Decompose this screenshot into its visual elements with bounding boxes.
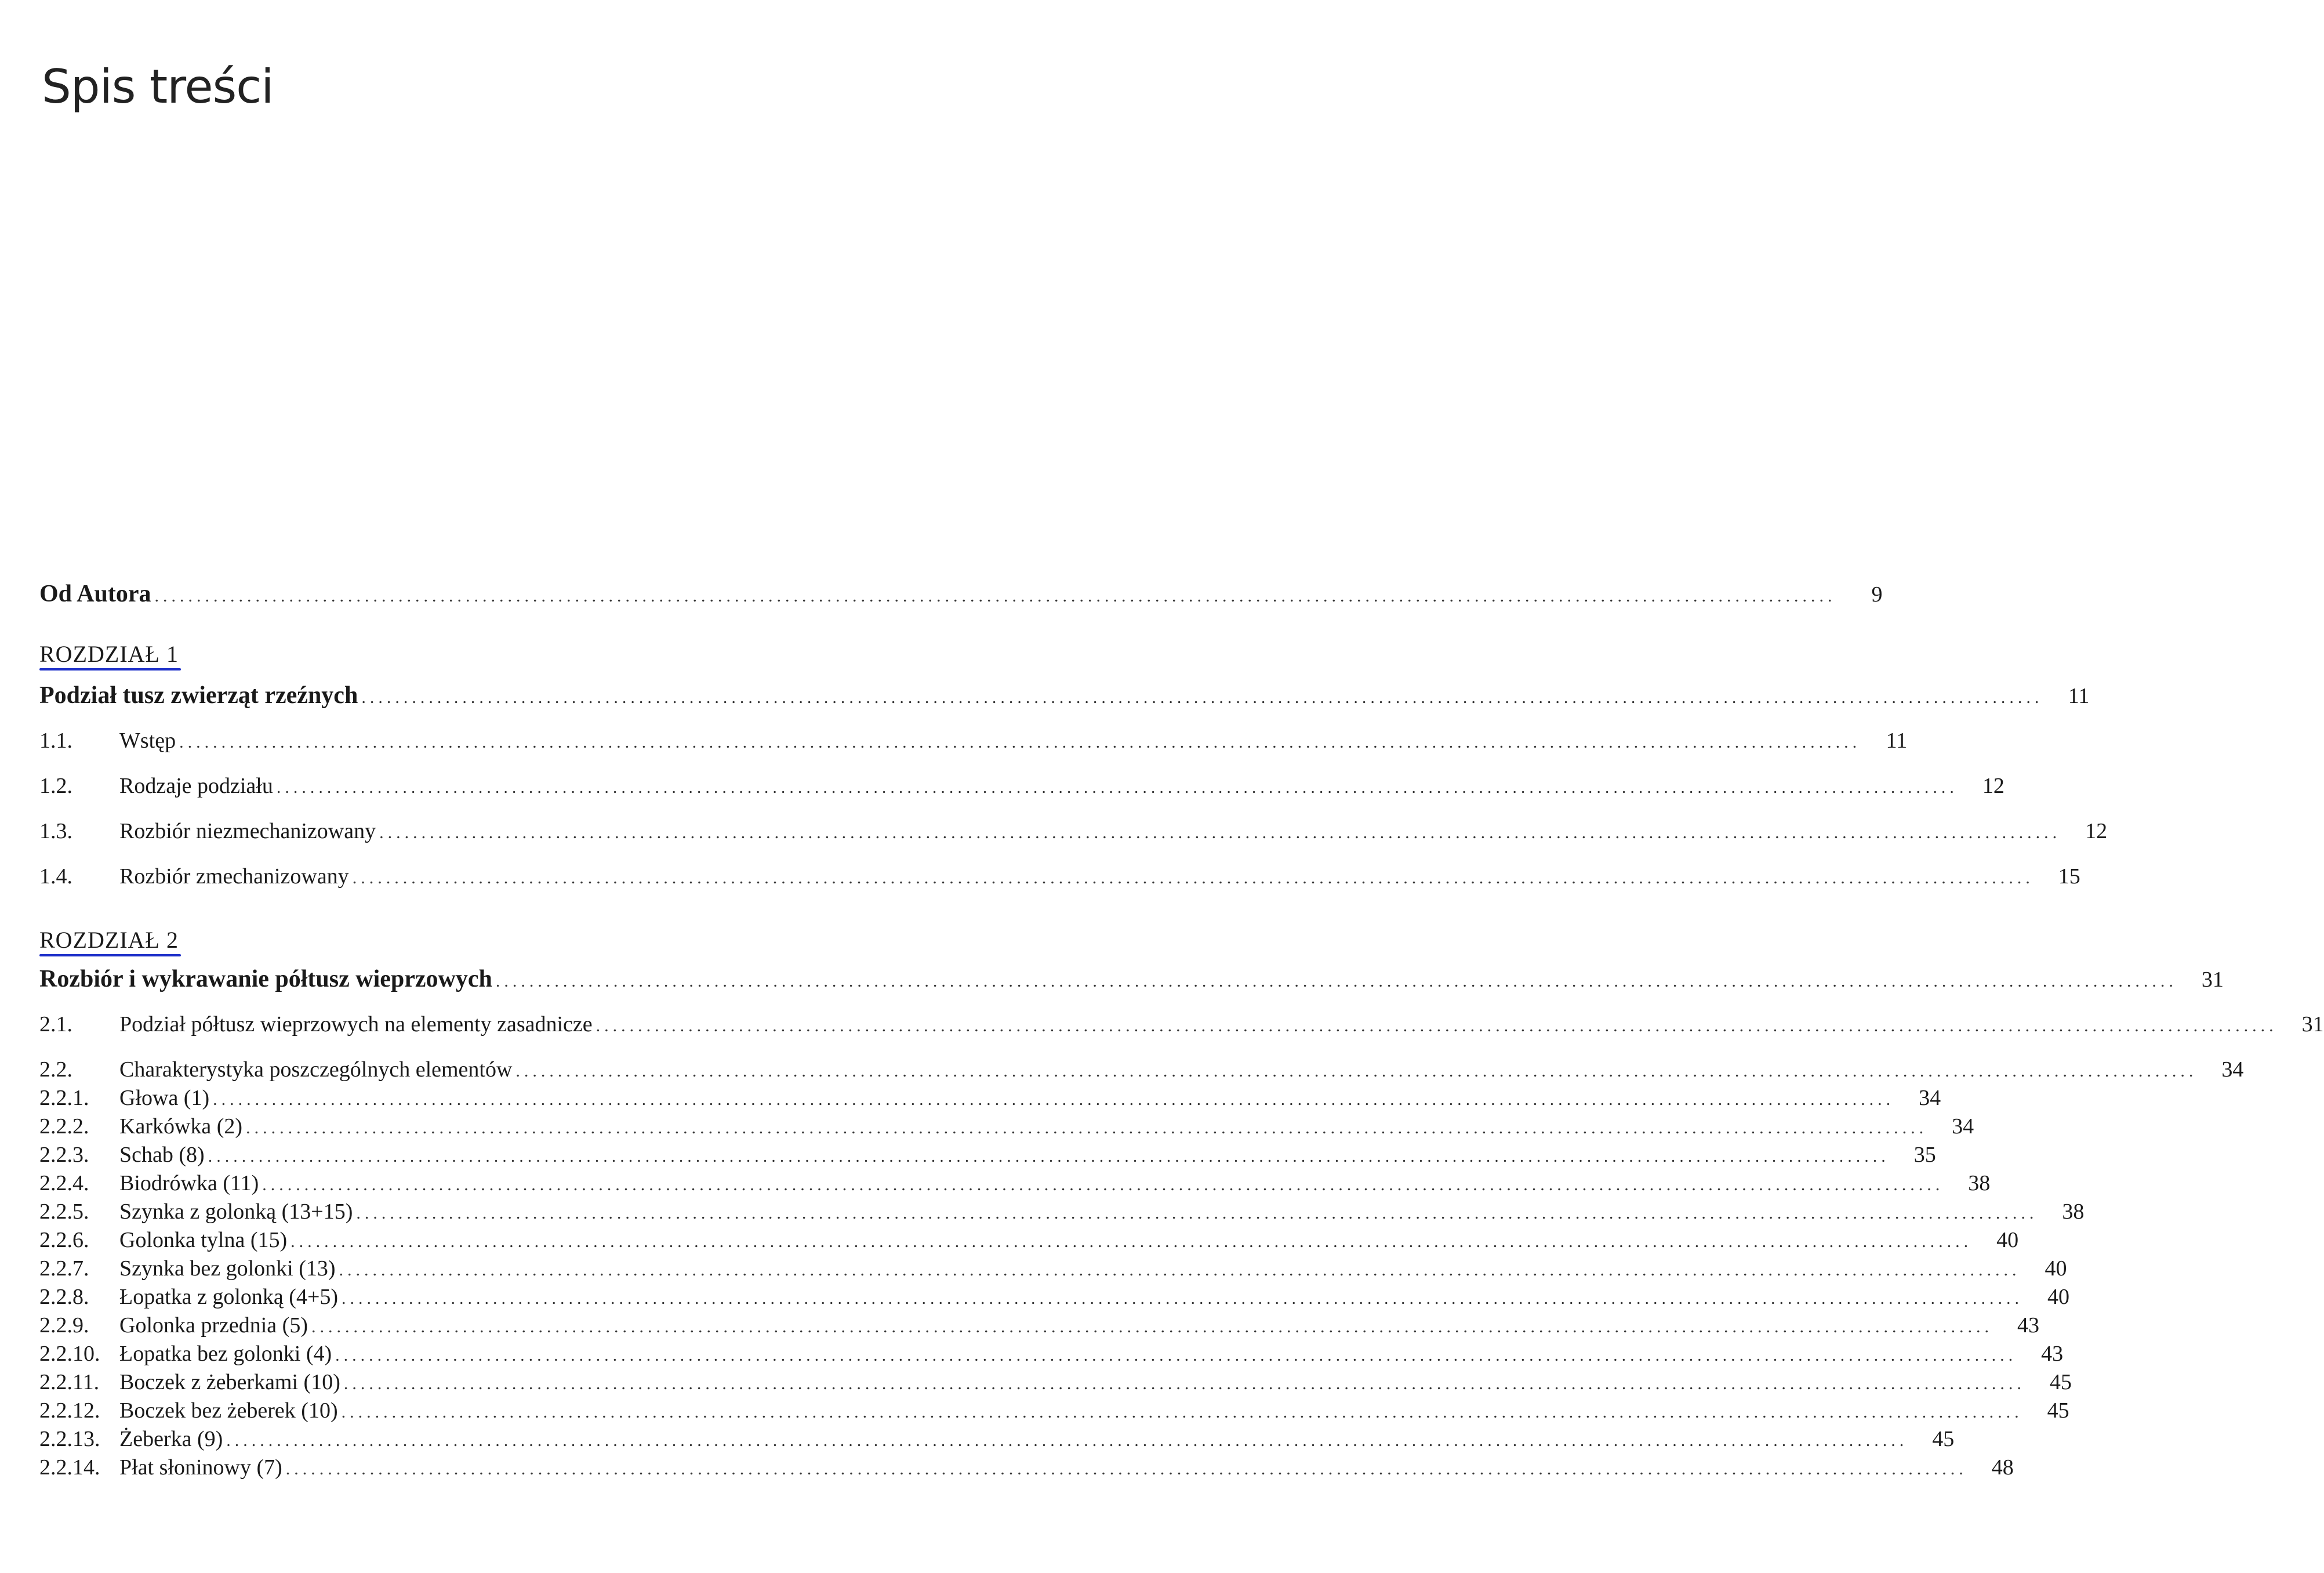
toc-entry-number: 2.2.11. bbox=[39, 1370, 100, 1394]
toc-entry-number: 1.3. bbox=[39, 819, 72, 843]
toc-entry-title: Żeberka (9) bbox=[119, 1427, 223, 1451]
toc-entry-page: 34 bbox=[1952, 1114, 1974, 1139]
toc-entry[interactable] bbox=[39, 1340, 2064, 1368]
toc-chapter-1-title[interactable] bbox=[39, 682, 2090, 709]
toc-entry[interactable] bbox=[39, 1112, 1974, 1140]
dot-leader: ........................................................................................................................................................................................................ bbox=[342, 1289, 2024, 1308]
dot-leader: ........................................................................................................................................................................................................ bbox=[361, 688, 2043, 707]
toc-entry-title: Płat słoninowy (7) bbox=[119, 1455, 282, 1480]
toc-entry-title: Rozbiór zmechanizowany bbox=[119, 864, 349, 889]
toc-entry[interactable] bbox=[39, 862, 2080, 890]
dot-leader: ........................................................................................................................................................................................................ bbox=[246, 1118, 1928, 1137]
toc-entry-page: 43 bbox=[2041, 1342, 2064, 1366]
toc-entry-number: 2.2.12. bbox=[39, 1398, 100, 1423]
toc-entry-number: 1.4. bbox=[39, 864, 72, 889]
toc-entry-title: Golonka przednia (5) bbox=[119, 1313, 308, 1338]
toc-entry[interactable] bbox=[39, 1141, 1936, 1169]
toc-entry-title: Rodzaje podziału bbox=[119, 774, 273, 798]
toc-entry-title: Rozbiór niezmechanizowany bbox=[119, 819, 376, 843]
toc-entry-page: 38 bbox=[2062, 1199, 2085, 1224]
toc-entry-title: Rozbiór i wykrawanie półtusz wieprzowych bbox=[39, 966, 492, 992]
toc-entry-page: 15 bbox=[2058, 864, 2080, 889]
toc-entry[interactable] bbox=[39, 1283, 2070, 1311]
toc-entry-page: 40 bbox=[2045, 1256, 2067, 1281]
chapter-2-underline bbox=[39, 954, 181, 956]
toc-entry-page: 11 bbox=[2068, 684, 2090, 708]
toc-entry-page: 34 bbox=[2221, 1057, 2244, 1082]
toc-entry[interactable] bbox=[39, 1425, 1955, 1453]
toc-entry-title: Od Autora bbox=[39, 581, 151, 607]
toc-entry-page: 38 bbox=[1968, 1171, 1991, 1195]
toc-entry-number: 2.2.4. bbox=[39, 1171, 89, 1195]
toc-entry-number: 2.2.5. bbox=[39, 1199, 89, 1224]
toc-entry-page: 12 bbox=[1982, 774, 2005, 798]
toc-entry-number: 2.2.3. bbox=[39, 1143, 89, 1167]
toc-entry-page: 31 bbox=[2301, 1012, 2324, 1036]
toc-entry-page: 31 bbox=[2201, 967, 2224, 992]
dot-leader: ........................................................................................................................................................................................................ bbox=[208, 1147, 1890, 1166]
toc-entry-number: 1.1. bbox=[39, 728, 72, 753]
dot-leader: ........................................................................................................................................................................................................ bbox=[352, 868, 2034, 887]
toc-entry-title: Boczek bez żeberek (10) bbox=[119, 1398, 338, 1423]
toc-entry-page: 34 bbox=[1919, 1086, 1941, 1110]
toc-entry-title: Szynka bez golonki (13) bbox=[119, 1256, 336, 1281]
toc-entry-page: 40 bbox=[2047, 1285, 2070, 1309]
page-title: Spis treści bbox=[42, 60, 274, 114]
toc-entry-title: Głowa (1) bbox=[119, 1086, 210, 1110]
toc-entry-page: 45 bbox=[1932, 1427, 1955, 1451]
toc-entry-title: Schab (8) bbox=[119, 1143, 205, 1167]
toc-entry-title: Łopatka z golonką (4+5) bbox=[119, 1285, 339, 1309]
dot-leader: ........................................................................................................................................................................................................ bbox=[341, 1402, 2023, 1422]
toc-entry-number: 2.2.8. bbox=[39, 1285, 89, 1309]
toc-entry-title: Szynka z golonką (13+15) bbox=[119, 1199, 353, 1224]
dot-leader: ........................................................................................................................................................................................................ bbox=[515, 1061, 2198, 1081]
dot-leader: ........................................................................................................................................................................................................ bbox=[595, 1016, 2278, 1035]
toc-entry-page: 35 bbox=[1913, 1143, 1936, 1167]
chapter-1-label bbox=[39, 640, 179, 668]
toc-entry-title: Łopatka bez golonki (4) bbox=[119, 1342, 332, 1366]
dot-leader: ........................................................................................................................................................................................................ bbox=[356, 1204, 2038, 1223]
toc-entry[interactable] bbox=[39, 1010, 2324, 1038]
toc-entry[interactable] bbox=[39, 1056, 2244, 1083]
toc-entry-page: 9 bbox=[1871, 582, 1883, 607]
toc-entry-number: 2.2. bbox=[39, 1057, 72, 1082]
toc-entry-title: Golonka tylna (15) bbox=[119, 1228, 288, 1252]
toc-chapter-2-title[interactable] bbox=[39, 965, 2224, 993]
chapter-1-label-text: ROZDZIAŁ 1 bbox=[39, 641, 179, 667]
dot-leader: ........................................................................................................................................................................................................ bbox=[285, 1459, 1967, 1478]
toc-entry-title: Podział tusz zwierząt rzeźnych bbox=[39, 682, 358, 709]
toc-entry[interactable] bbox=[39, 1198, 2085, 1226]
dot-leader: ........................................................................................................................................................................................................ bbox=[335, 1346, 2017, 1365]
toc-entry[interactable] bbox=[39, 1226, 2019, 1254]
dot-leader: ........................................................................................................................................................................................................ bbox=[339, 1260, 2021, 1280]
toc-entry-title: Podział półtusz wieprzowych na elementy zasadnicze bbox=[119, 1012, 593, 1036]
toc-entry-number: 2.2.7. bbox=[39, 1256, 89, 1281]
toc-entry-page: 12 bbox=[2085, 819, 2108, 843]
toc-entry-page: 45 bbox=[2049, 1370, 2072, 1394]
dot-leader: ........................................................................................................................................................................................................ bbox=[226, 1431, 1908, 1450]
toc-entry-page: 43 bbox=[2017, 1313, 2039, 1338]
toc-entry-title: Charakterystyka poszczególnych elementów bbox=[119, 1057, 513, 1082]
dot-leader: ........................................................................................................................................................................................................ bbox=[179, 733, 1861, 752]
toc-entry[interactable] bbox=[39, 727, 1908, 755]
dot-leader: ........................................................................................................................................................................................................ bbox=[379, 823, 2061, 842]
toc-entry-number: 2.2.1. bbox=[39, 1086, 89, 1110]
toc-entry-number: 2.2.9. bbox=[39, 1313, 89, 1338]
dot-leader: ........................................................................................................................................................................................................ bbox=[311, 1317, 1993, 1336]
dot-leader: ........................................................................................................................................................................................................ bbox=[290, 1232, 1973, 1251]
toc-entry[interactable] bbox=[39, 1397, 2069, 1425]
dot-leader: ........................................................................................................................................................................................................ bbox=[276, 778, 1958, 797]
chapter-2-label bbox=[39, 926, 179, 954]
toc-entry-page: 45 bbox=[2047, 1398, 2069, 1423]
toc-entry-title: Biodrówka (11) bbox=[119, 1171, 259, 1195]
toc-entry-number: 1.2. bbox=[39, 774, 72, 798]
toc-entry[interactable] bbox=[39, 772, 2005, 800]
dot-leader: ........................................................................................................................................................................................................ bbox=[495, 972, 2177, 991]
dot-leader: ........................................................................................................................................................................................................ bbox=[343, 1374, 2025, 1393]
toc-entry[interactable] bbox=[39, 1084, 1941, 1112]
toc-entry-title: Wstęp bbox=[119, 728, 176, 753]
toc-entry-number: 2.2.6. bbox=[39, 1228, 89, 1252]
toc-entry-page: 48 bbox=[1991, 1455, 2014, 1480]
toc-entry[interactable] bbox=[39, 1311, 2039, 1339]
dot-leader: ........................................................................................................................................................................................................ bbox=[213, 1090, 1895, 1109]
toc-entry-page: 40 bbox=[1996, 1228, 2019, 1252]
dot-leader: ........................................................................................................................................................................................................ bbox=[262, 1175, 1944, 1194]
toc-entry-intro[interactable] bbox=[39, 580, 1883, 608]
toc-entry[interactable] bbox=[39, 1169, 1991, 1197]
toc-entry-title: Karkówka (2) bbox=[119, 1114, 243, 1139]
toc-entry[interactable] bbox=[39, 1255, 2067, 1282]
toc-entry[interactable] bbox=[39, 817, 2108, 845]
toc-entry[interactable] bbox=[39, 1454, 2014, 1481]
toc-entry[interactable] bbox=[39, 1368, 2072, 1396]
toc-entry-number: 2.2.13. bbox=[39, 1427, 100, 1451]
toc-entry-number: 2.2.14. bbox=[39, 1455, 100, 1480]
toc-entry-title: Boczek z żeberkami (10) bbox=[119, 1370, 340, 1394]
toc-entry-number: 2.1. bbox=[39, 1012, 72, 1036]
toc-entry-page: 11 bbox=[1886, 728, 1908, 753]
chapter-1-underline bbox=[39, 668, 181, 670]
toc-entry-number: 2.2.2. bbox=[39, 1114, 89, 1139]
dot-leader: ........................................................................................................................................................................................................ bbox=[154, 586, 1836, 606]
toc-entry-number: 2.2.10. bbox=[39, 1342, 100, 1366]
chapter-2-label-text: ROZDZIAŁ 2 bbox=[39, 927, 179, 953]
